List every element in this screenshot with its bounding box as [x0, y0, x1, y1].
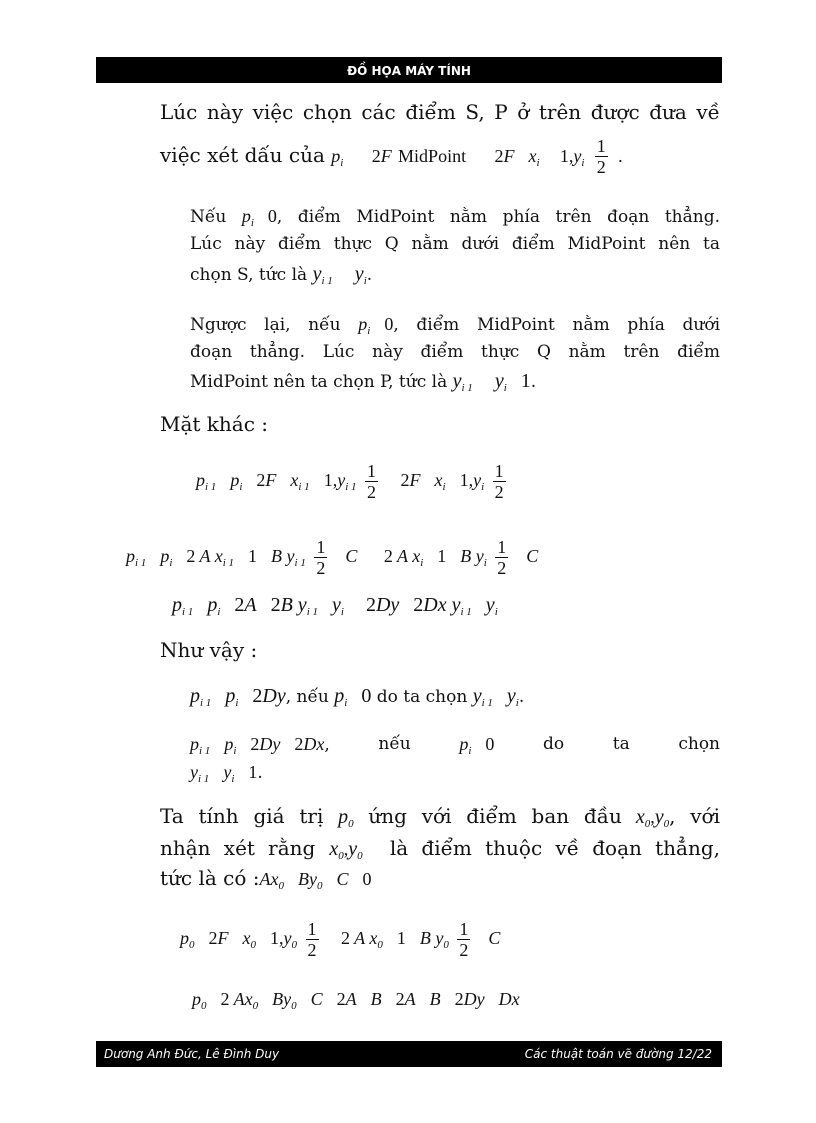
- paragraph-case-positive-line3: chọn S, tức là $y_{i 1}$ $y_i$.: [190, 263, 373, 287]
- heading-nhu-vay: Như vậy :: [160, 638, 258, 662]
- footer-authors: Dương Anh Đức, Lê Đình Duy: [104, 1047, 280, 1061]
- result-case-negative-line1: $p_{i 1}$ $p_i$ 2Dy 2Dx, nếu $p_i$ 0 do ta chọn: [190, 734, 720, 757]
- paragraph-p0-line3: tức là có $:Ax_0$ $By_0$ C 0: [160, 866, 372, 892]
- paragraph-case-positive-line1: Nếu $p_i$ 0, điểm MidPoint nằm phía trên đoạn thẳng.: [190, 206, 720, 229]
- paragraph-case-negative-line2: đoạn thẳng. Lúc này điểm thực Q nằm trên điểm: [190, 342, 720, 362]
- formula-pi1-minus-pi: $p_{i 1}$ $p_i$ 2F $x_{i 1}$ $1,y_{i 1}$ $\frac{1}{2}$ 2F $x_i$ $1,y_i$ $\frac{1}{2}$: [196, 461, 504, 503]
- paragraph-p0-line2: nhận xét rằng $x_0,y_0$ là điểm thuộc về đoạn thẳng,: [160, 836, 720, 862]
- result-case-positive: $p_{i 1}$ $p_i$ 2Dy, nếu $p_i$ 0 do ta chọn $y_{i 1}$ $y_i$.: [190, 685, 525, 709]
- formula-p0-definition: $p_0$ 2F $x_0$ $1,y_0$ $\frac{1}{2}$ 2 A $x_0$ 1 B $y_0$ $\frac{1}{2}$ C: [180, 919, 501, 961]
- paragraph-case-negative-line1: Ngược lại, nếu $p_i$ 0, điểm MidPoint nằm phía dưới: [190, 314, 720, 337]
- formula-simplified: $p_{i 1}$ $p_i$ 2A 2B $y_{i 1}$ $y_i$ 2Dy 2Dx $y_{i 1}$ $y_i$: [172, 594, 498, 618]
- paragraph-intro-line1: Lúc này việc chọn các điểm S, P ở trên được đưa về: [160, 100, 720, 124]
- footer-chapter-page: Các thuật toán vẽ đường 12/22: [524, 1047, 712, 1061]
- result-case-negative-line2: $y_{i 1}$ $y_i$ 1.: [190, 762, 263, 785]
- formula-p0-result: $p_0$ 2 $Ax_0$ $By_0$ C 2A B 2A B 2Dy Dx: [192, 989, 520, 1012]
- page-footer: [96, 1041, 722, 1067]
- paragraph-p0-line1: Ta tính giá trị $p_0$ ứng với điểm ban đầu $x_0,y_0$, với: [160, 804, 720, 830]
- formula-expanded: $p_{i 1}$ $p_i$ 2 A $x_{i 1}$ 1 B $y_{i 1}$ $\frac{1}{2}$ C 2 A $x_i$ 1 B $y_i$ $\frac{1}{2}$ C: [126, 537, 539, 579]
- paragraph-case-negative-line3: MidPoint nên ta chọn P, tức là $y_{i 1}$ $y_i$ 1.: [190, 370, 537, 394]
- page-header: [96, 57, 722, 83]
- paragraph-intro-line2: việc xét dấu của $p_i$ 2F MidPoint 2F $x_i$ $1,y_i$ $\frac{1}{2}$ .: [160, 136, 623, 177]
- paragraph-case-positive-line2: Lúc này điểm thực Q nằm dưới điểm MidPoint nên ta: [190, 234, 720, 254]
- header-title: ĐỒ HỌA MÁY TÍNH: [347, 64, 471, 78]
- fraction-one-half: $\frac{1}{2}$: [596, 136, 606, 177]
- heading-mat-khac: Mặt khác :: [160, 412, 269, 436]
